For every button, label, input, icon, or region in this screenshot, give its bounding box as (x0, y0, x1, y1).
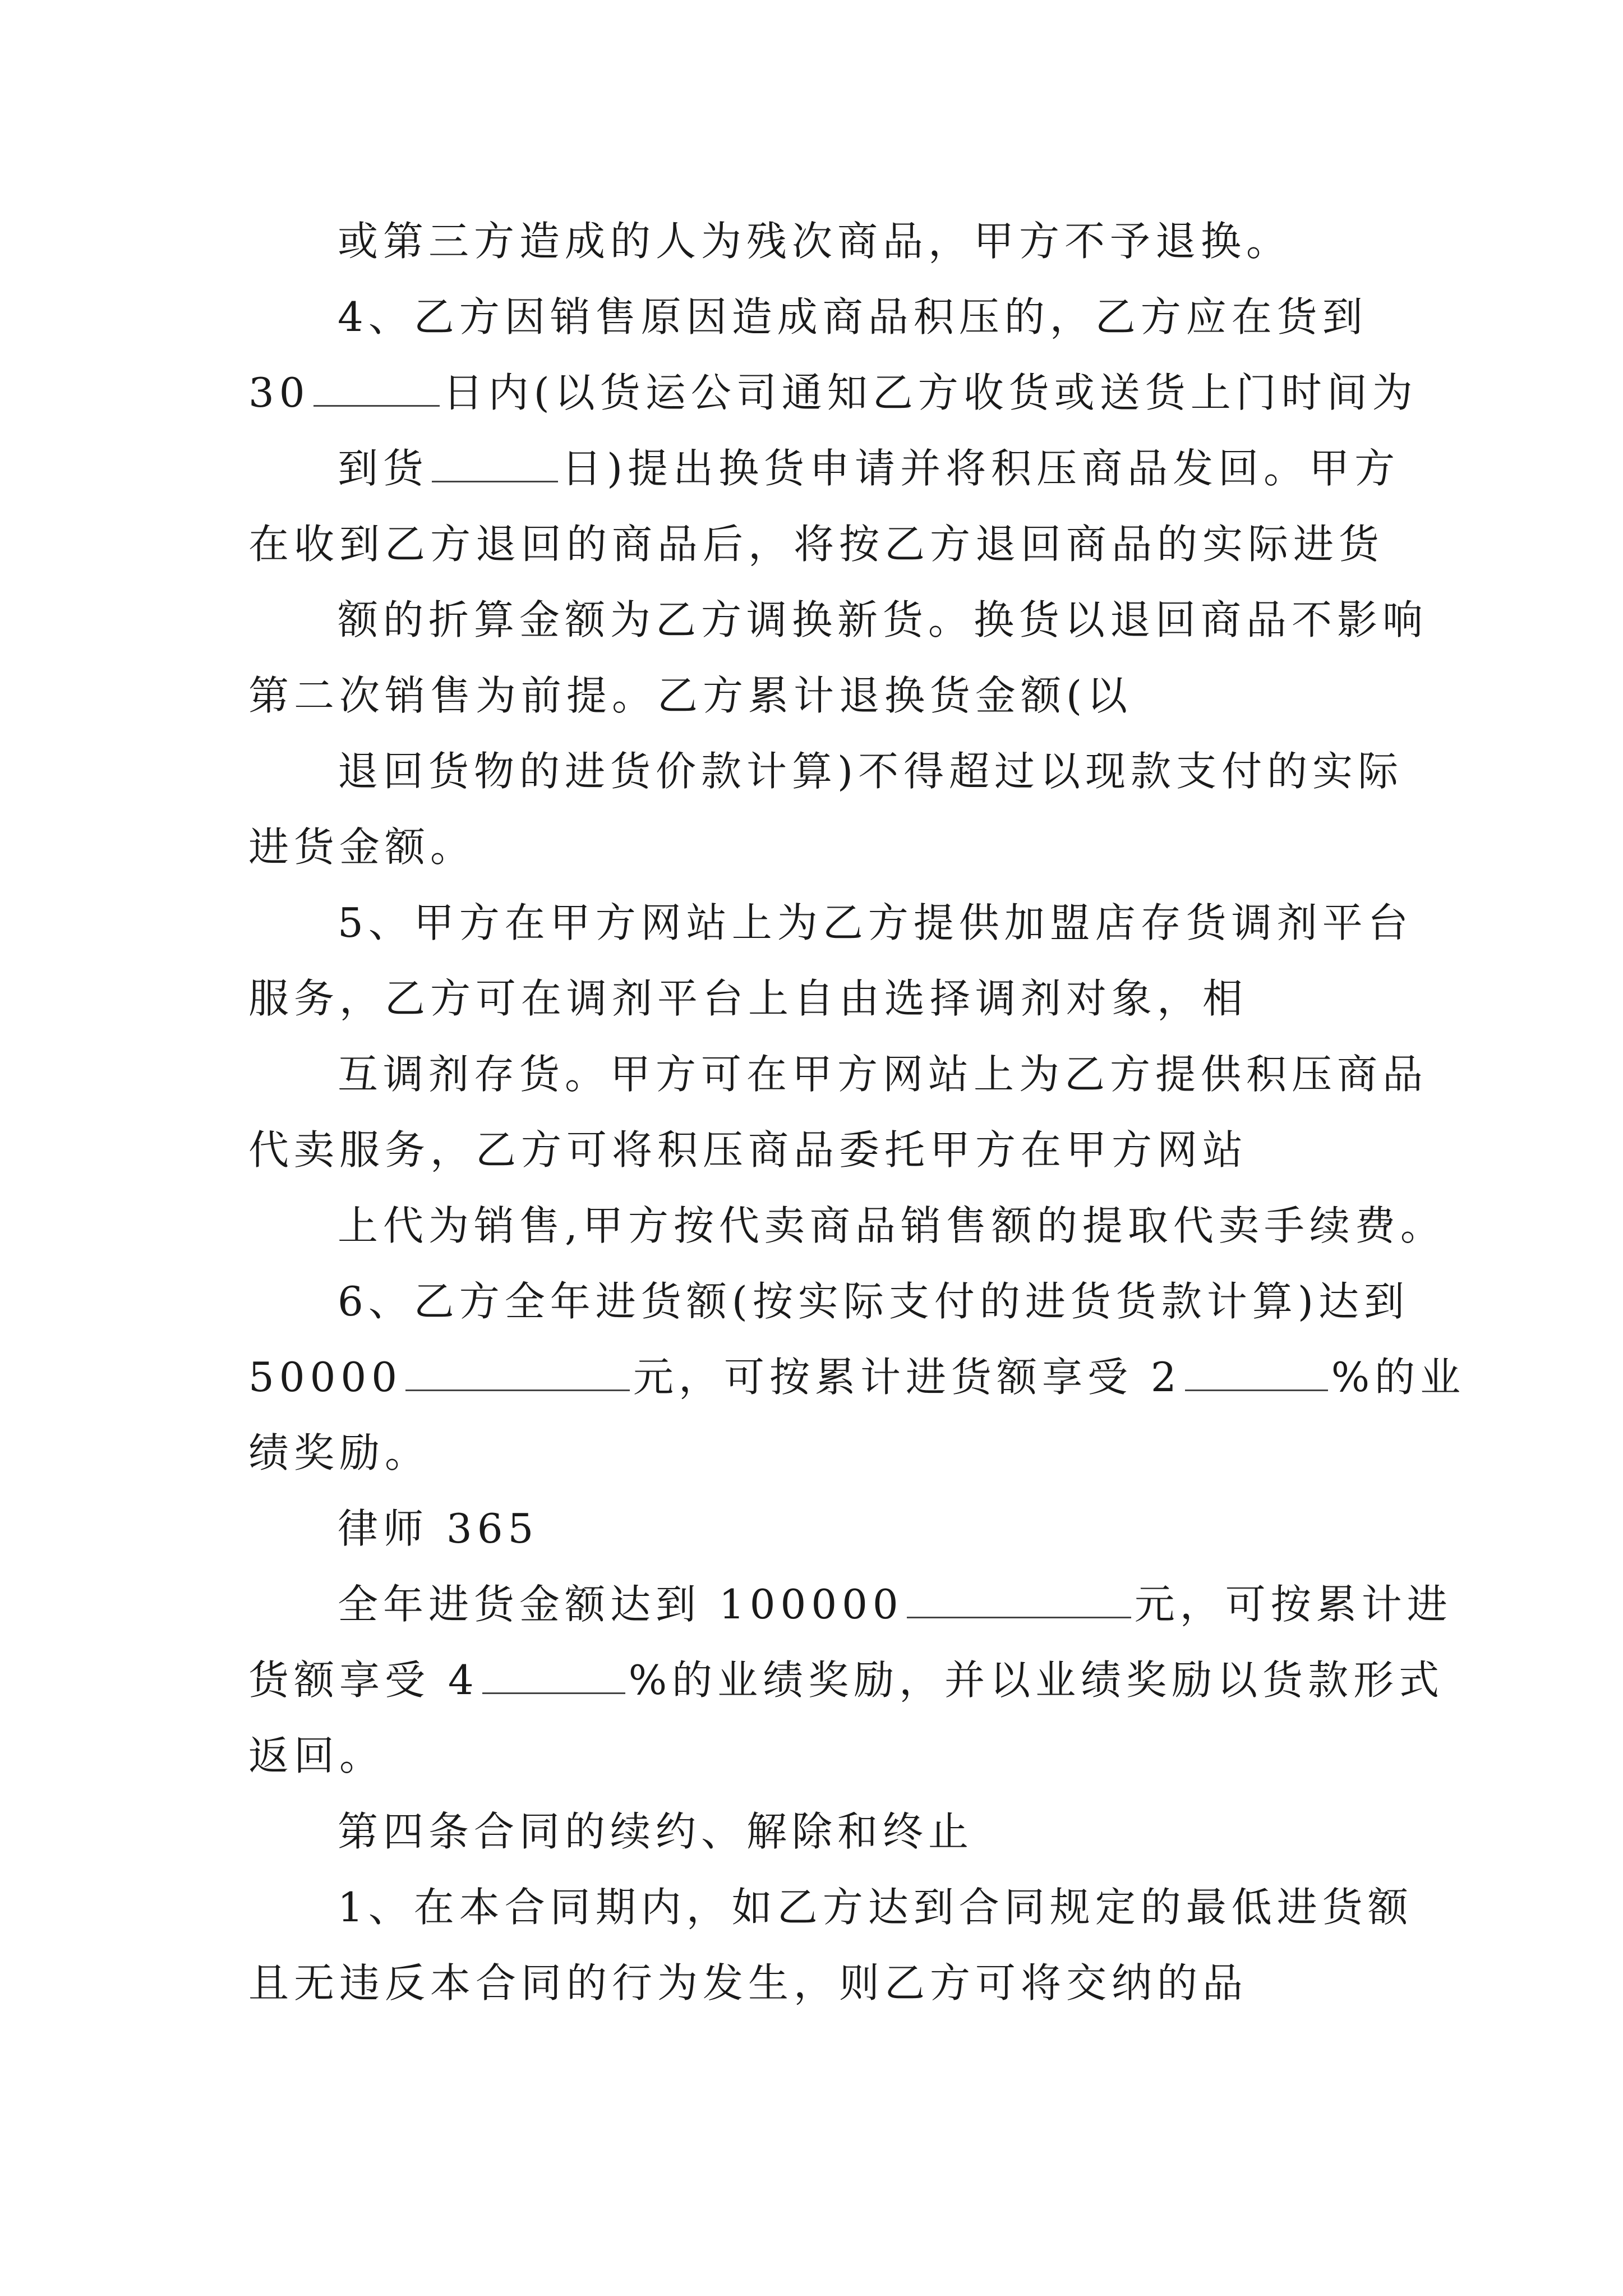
text-line: 50000 元，可按累计进货额享受 2 %的业 (248, 1354, 1466, 1401)
blank-underline (405, 1355, 630, 1391)
text-line: 绩奖励。 (248, 1429, 431, 1476)
text-line: 退回货物的进货价款计算)不得超过以现款支付的实际 (338, 748, 1404, 795)
text-line: 律师 365 (338, 1505, 539, 1552)
text-line: 且无违反本合同的行为发生，则乙方可将交纳的品 (248, 1959, 1248, 2007)
text-line: 额的折算金额为乙方调换新货。换货以退回商品不影响 (338, 596, 1428, 643)
text-line: 代卖服务，乙方可将积压商品委托甲方在甲方网站 (248, 1126, 1248, 1174)
blank-underline (907, 1582, 1131, 1618)
text-line: 第二次销售为前提。乙方累计退换货金额(以 (248, 672, 1133, 719)
text-line: 1、在本合同期内，如乙方达到合同规定的最低进货额 (338, 1884, 1413, 1931)
text-line: 上代为销售,甲方按代卖商品销售额的提取代卖手续费。 (338, 1202, 1446, 1249)
text-line: 互调剂存货。甲方可在甲方网站上为乙方提供积压商品 (338, 1051, 1428, 1098)
text-line: 或第三方造成的人为残次商品，甲方不予退换。 (338, 218, 1292, 265)
text-line: 在收到乙方退回的商品后，将按乙方退回商品的实际进货 (248, 521, 1385, 568)
section-heading: 第四条合同的续约、解除和终止 (338, 1808, 974, 1855)
blank-underline (1185, 1355, 1328, 1391)
text-line: 全年进货金额达到 100000 元，可按累计进 (338, 1581, 1453, 1628)
blank-underline (482, 1658, 625, 1694)
text-line: 货额享受 4 %的业绩奖励，并以业绩奖励以货款形式 (248, 1657, 1445, 1704)
text-line: 到货 日)提出换货申请并将积压商品发回。甲方 (338, 445, 1400, 492)
text-line: 4、乙方因销售原因造成商品积压的，乙方应在货到 (338, 293, 1368, 341)
text-line: 6、乙方全年进货额(按实际支付的进货货款计算)达到 (338, 1278, 1409, 1325)
blank-underline (432, 446, 558, 482)
blank-underline (313, 370, 440, 407)
text-line: 5、甲方在甲方网站上为乙方提供加盟店存货调剂平台 (338, 899, 1413, 946)
text-line: 进货金额。 (248, 823, 476, 871)
text-line: 服务，乙方可在调剂平台上自由选择调剂对象，相 (248, 975, 1248, 1022)
text-line: 30 日内(以货运公司通知乙方收货或送货上门时间为 (248, 369, 1418, 416)
text-line: 返回。 (248, 1732, 385, 1779)
